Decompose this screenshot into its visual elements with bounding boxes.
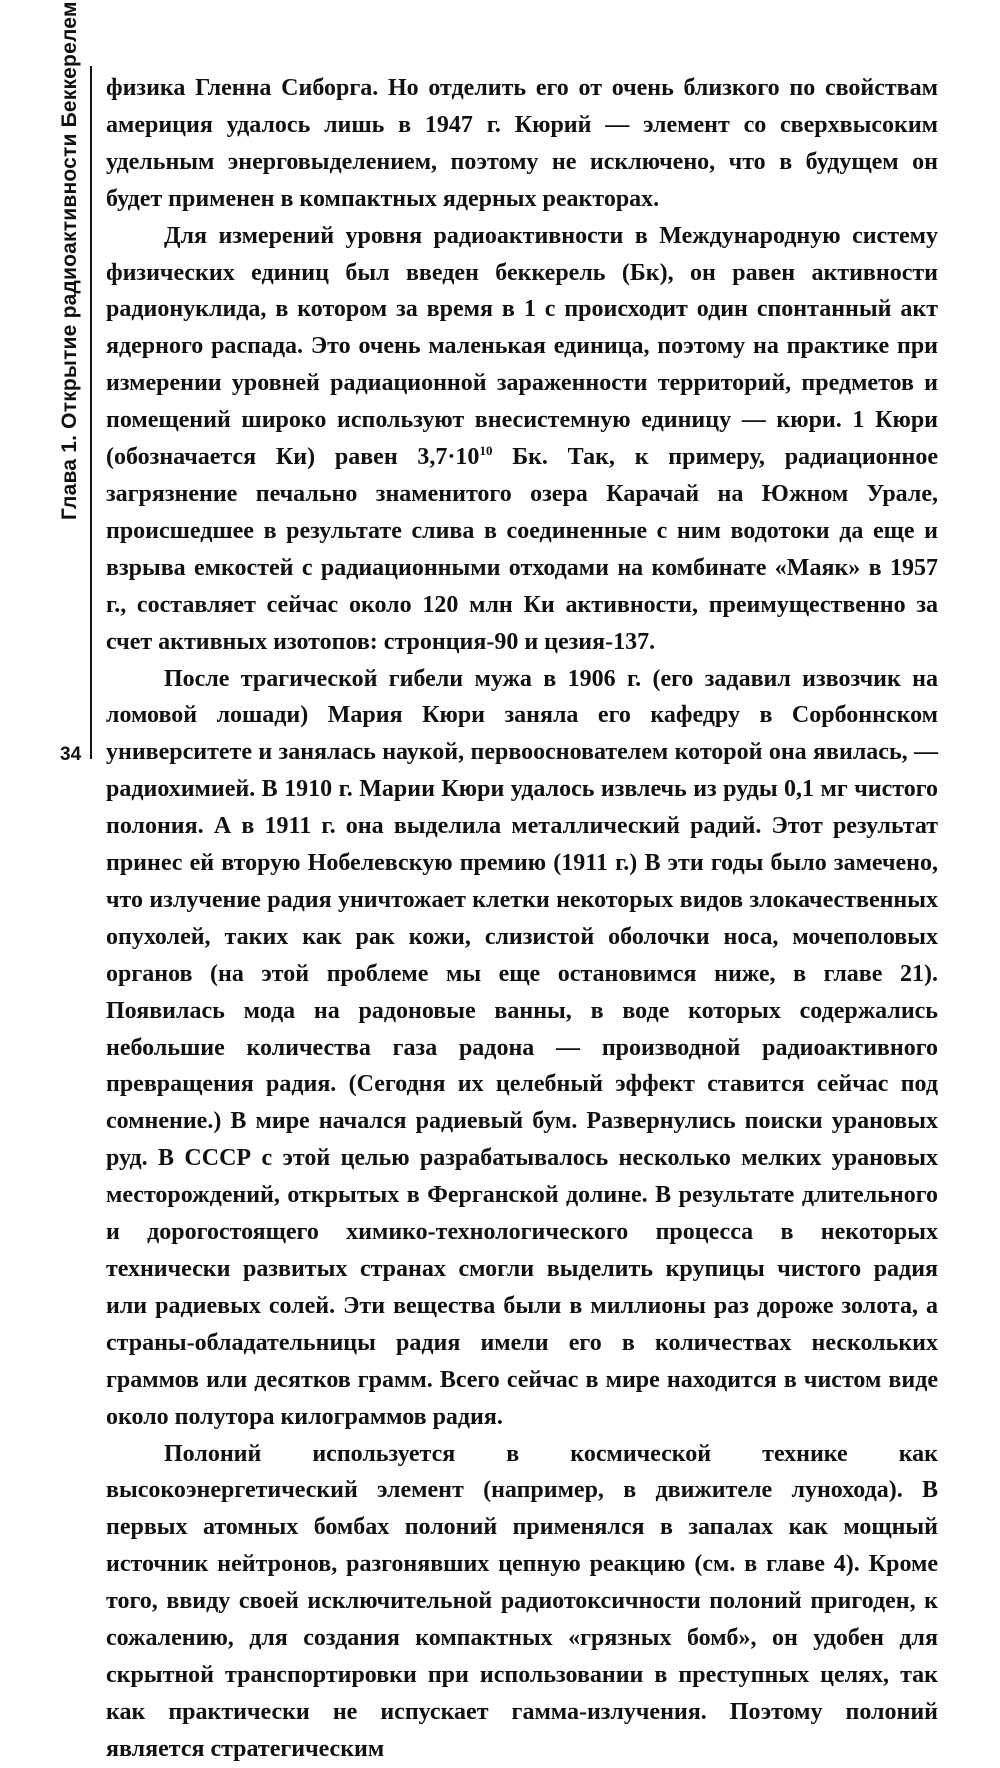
page-number: 34: [60, 744, 82, 765]
paragraph-2: [106, 218, 938, 661]
margin-rule: [90, 66, 92, 759]
paragraph-2-text-b: Бк. Так, к примеру, радиационное загрязнение печально знаменитого озера Карачай на Южном Урале, происшедшее в результате слива в соединенные с ним водотоки да еще и взрыва емкостей с радиационными отходами на комбинате «Маяк» в 1957 г., составляет сейчас около 120 млн Ки активности, преимущественно за счет активных изотопов: стронция-90 и цезия-137.: [106, 444, 938, 655]
exponent: 10: [479, 443, 493, 459]
paragraph-4: Полоний используется в космической технике как высокоэнергетический элемент (например, в движителе лунохода). В первых атомных бомбах полоний применялся в запалах как мощный источник нейтронов, разгонявших цепную реакцию (см. в главе 4). Кроме того, ввиду своей исключительной радиотоксичности полоний пригоден, к сожалению, для создания компактных «грязных бомб», он удобен для скрытной транспортировки при использовании в преступных целях, так как практически не испускает гамма-излучения. Поэтому полоний является стратегическим: [106, 1440, 938, 1762]
paragraph-2-text-a: Для измерений уровня радиоактивности в Международную систему физических единиц был введен беккерель (Бк), он равен активности радионуклида, в котором за время в 1 с происходит один спонтанный акт ядерного распада. Это очень маленькая единица, поэтому на практике при измерении уровней радиационной зараженности территорий, предметов и помещений широко используют внесистемную единицу — кюри. 1 Кюри (обозначается Ки) равен 3,7·10: [106, 222, 938, 471]
body-text: [106, 70, 938, 1768]
paragraph-1: физика Гленна Сиборга. Но отделить его от очень близкого по свойствам америция удалось лишь в 1947 г. Кюрий — элемент со сверхвысоким удельным энерговыделением, поэтому не исключено, что в будущем он будет применен в компактных ядерных реакторах.: [106, 75, 938, 212]
paragraph-3: После трагической гибели мужа в 1906 г. (его задавил извозчик на ломовой лошади) Мария Кюри заняла его кафедру в Сорбоннском университете и занялась наукой, первооснователем которой она явилась, — радиохимией. В 1910 г. Марии Кюри удалось извлечь из руды 0,1 мг чистого полония. А в 1911 г. она выделила металлический радий. Этот результат принес ей вторую Нобелевскую премию (1911 г.) В эти годы было замечено, что излучение радия уничтожает клетки некоторых видов злокачественных опухолей, таких как рак кожи, слизистой оболочки носа, мочеполовых органов (на этой проблеме мы еще остановимся ниже, в главе 21). Появилась мода на радоновые ванны, в воде которых содержались небольшие количества газа радона — производной радиоактивного превращения радия. (Сегодня их целебный эффект ставится сейчас под сомнение.) В мире начался радиевый бум. Развернулись поиски урановых руд. В СССР с этой целью разрабатывалось несколько мелких урановых месторождений, открытых в Ферганской долине. В результате длительного и дорогостоящего химико-технологического процесса в некоторых технически развитых странах смогли выделить крупицы чистого радия или радиевых солей. Эти вещества были в миллионы раз дороже золота, а страны-обладательницы радия имели его в количествах нескольких граммов или десятков грамм. Всего сейчас в мире находится в чистом виде около полутора килограммов радия.: [106, 665, 938, 1430]
running-head: Глава 1. Открытие радиоактивности Беккерелем: [58, 1, 81, 520]
